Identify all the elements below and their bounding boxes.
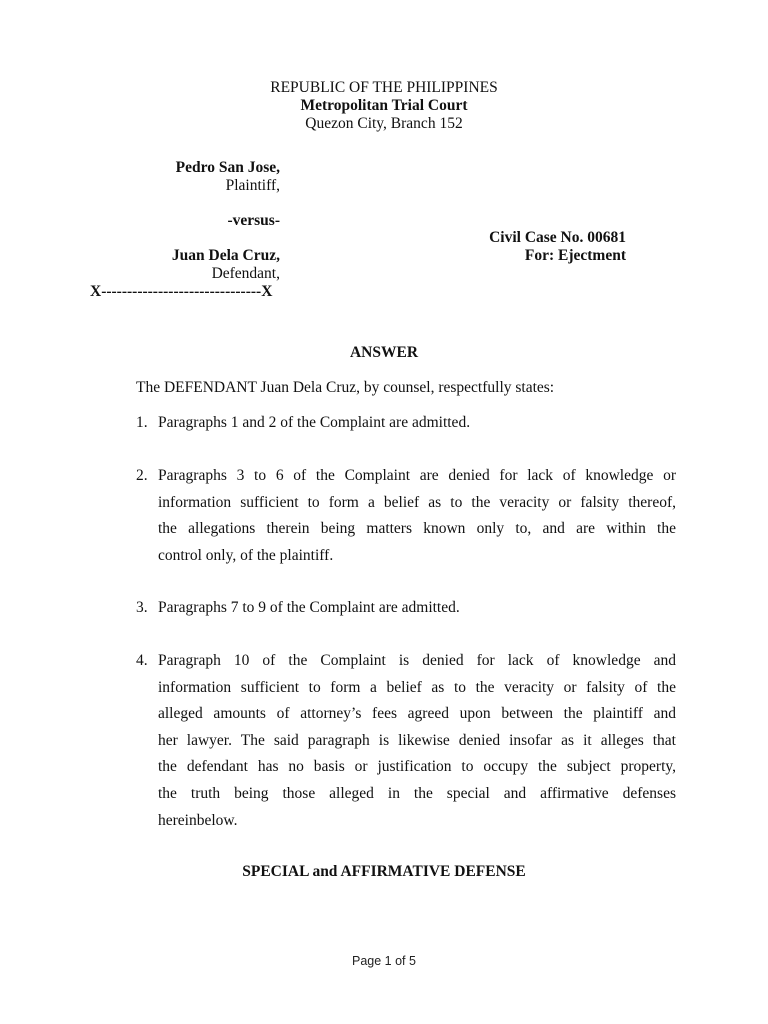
plaintiff-role: Plaintiff, bbox=[225, 177, 280, 194]
paragraph-line: control only, of the plaintiff. bbox=[158, 546, 334, 564]
paragraph-text: Paragraphs 7 to 9 of the Complaint are admitted. bbox=[158, 599, 460, 616]
defendant-role: Defendant, bbox=[211, 265, 280, 282]
paragraph-number: 1. bbox=[136, 414, 148, 431]
intro-statement: The DEFENDANT Juan Dela Cruz, by counsel, respectfully states: bbox=[136, 379, 555, 396]
section-heading: SPECIAL and AFFIRMATIVE DEFENSE bbox=[242, 863, 526, 880]
paragraph-line: hereinbelow. bbox=[158, 811, 238, 829]
court-republic-heading: REPUBLIC OF THE PHILIPPINES bbox=[270, 79, 498, 96]
case-number: Civil Case No. 00681 bbox=[489, 229, 626, 246]
paragraph-line: information sufficient to form a belief as to the veracity or falsity of the bbox=[158, 678, 676, 696]
paragraph-number: 3. bbox=[136, 599, 148, 616]
defendant-name: Juan Dela Cruz, bbox=[171, 247, 280, 264]
paragraph-line: information sufficient to form a belief as to the veracity or falsity thereof, bbox=[158, 493, 676, 511]
court-name-heading: Metropolitan Trial Court bbox=[300, 97, 468, 114]
page-number-footer: Page 1 of 5 bbox=[352, 954, 416, 968]
paragraph-line: the allegations therein being matters known only to, and are within the bbox=[158, 520, 676, 538]
document-title: ANSWER bbox=[349, 344, 419, 361]
paragraph-line: Paragraphs 3 to 6 of the Complaint are denied for lack of knowledge or bbox=[158, 467, 676, 484]
paragraph-number: 2. bbox=[136, 467, 148, 484]
paragraph-text: Paragraphs 1 and 2 of the Complaint are admitted. bbox=[158, 414, 471, 431]
paragraph-line: Paragraph 10 of the Complaint is denied for lack of knowledge and bbox=[158, 652, 676, 669]
paragraph-text bbox=[158, 648, 676, 834]
caption-separator: X-------------------------------X bbox=[90, 283, 273, 300]
plaintiff-name: Pedro San Jose, bbox=[175, 159, 280, 176]
paragraph-text bbox=[158, 463, 676, 569]
court-branch-heading: Quezon City, Branch 152 bbox=[305, 115, 463, 132]
paragraph-line: her lawyer. The said paragraph is likewise denied insofar as it alleges that bbox=[158, 731, 676, 749]
paragraph-line: the defendant has no basis or justification to occupy the subject property, bbox=[158, 758, 676, 776]
case-type: For: Ejectment bbox=[524, 247, 626, 264]
paragraph-number: 4. bbox=[136, 652, 148, 669]
versus-label: -versus- bbox=[227, 212, 280, 229]
paragraph-line: the truth being those alleged in the special and affirmative defenses bbox=[158, 784, 676, 802]
paragraph-line: alleged amounts of attorney’s fees agreed upon between the plaintiff and bbox=[158, 705, 676, 723]
